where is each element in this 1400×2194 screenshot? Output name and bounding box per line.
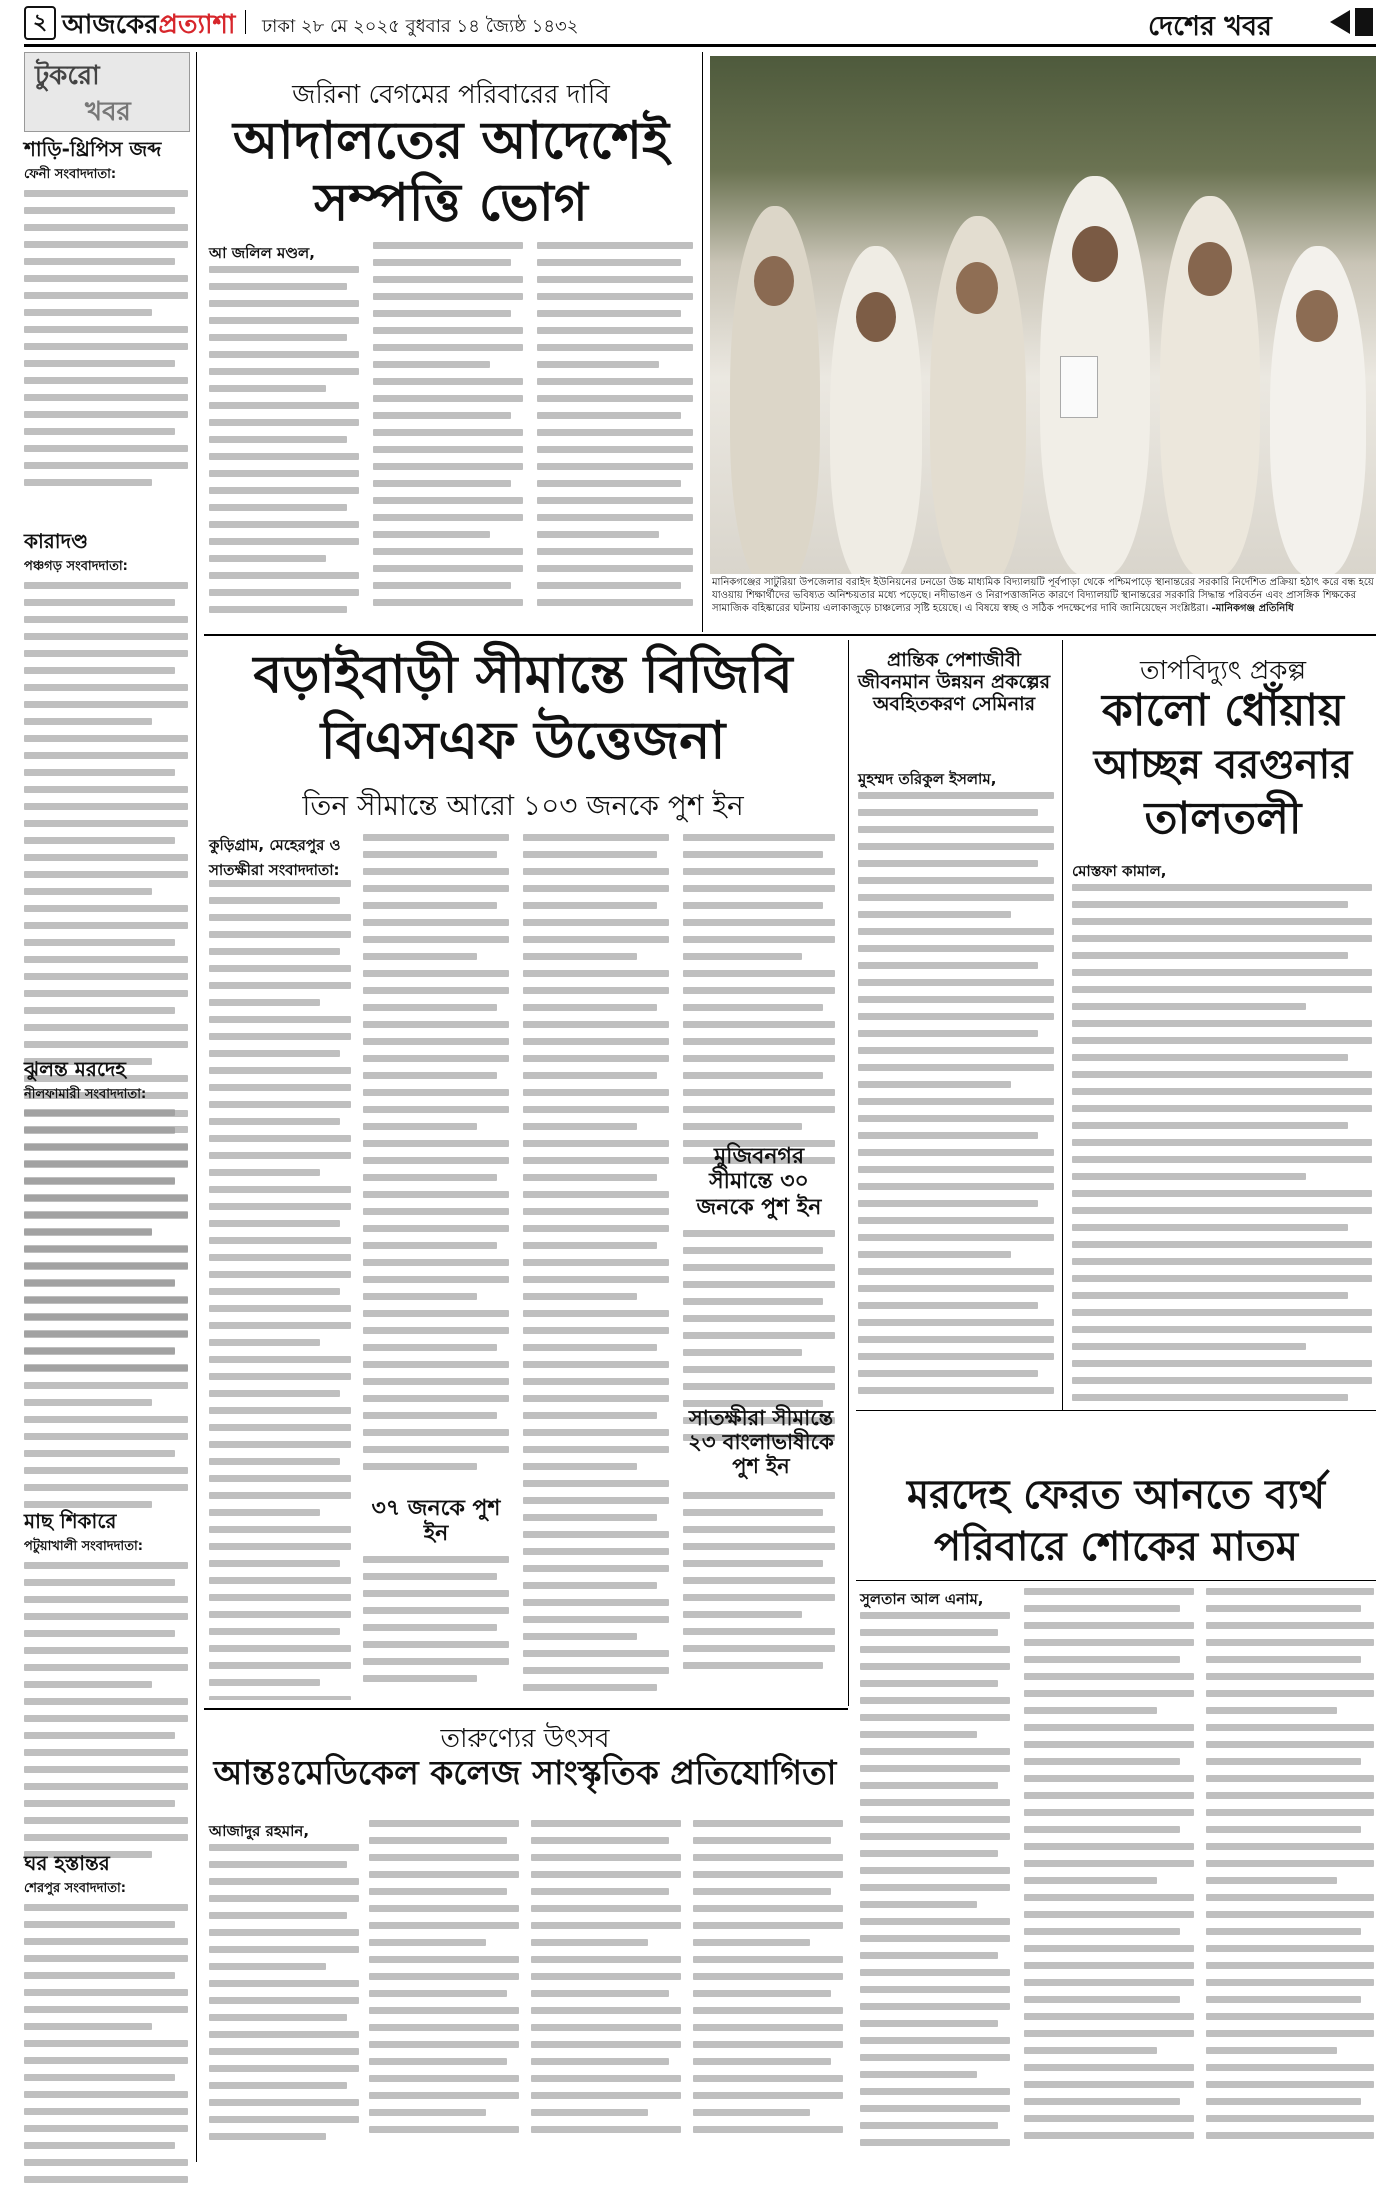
culture-body-col1 (209, 1844, 359, 2160)
inset-mujibnagar-2: সীমান্তে ৩০ (709, 1169, 809, 1195)
sidebar-item (24, 138, 188, 490)
inset-37-title-1: ৩৭ জনকে পুশ (371, 1496, 501, 1521)
seminar-byline: মুহম্মদ তরিকুল ইসলাম, (858, 770, 997, 788)
bodies-body-col2 (1024, 1588, 1194, 2162)
border-byline: কুড়িগ্রাম, মেহেরপুর ও সাতক্ষীরা সংবাদদাতা: (209, 836, 341, 879)
inset-mujibnagar-3: জনকে পুশ ইন (696, 1194, 822, 1220)
masthead-logo-part1: আজকের (62, 10, 159, 40)
seminar-headline: প্রান্তিক পেশাজীবী জীবনমান উন্নয়ন প্রকল্পের অবহিতকরণ সেমিনার (857, 649, 1051, 715)
sidebar-item-body (24, 1562, 188, 1882)
student-face (1072, 226, 1118, 282)
inset-mujibnagar (683, 1144, 835, 1220)
sidebar-item (24, 1058, 188, 1520)
border-body-col3 (523, 834, 669, 1700)
court-headline-1: আদালতের আদেশেই (233, 110, 669, 171)
border-body-col2b (363, 1556, 509, 1700)
section-marker (1355, 8, 1373, 36)
border-body-col4c (683, 1492, 835, 1700)
culture-body-col2 (369, 1820, 519, 2160)
bodies-headline-rule (856, 1580, 1376, 1581)
student-face (856, 292, 896, 342)
culture-body-col4 (693, 1820, 843, 2160)
border-body-col2 (363, 834, 509, 1484)
sidebar-item-body (24, 190, 188, 490)
bodies-byline: সুলতান আল এনাম, (860, 1590, 984, 1608)
student-face (1296, 290, 1338, 342)
student-face (754, 256, 794, 306)
sidebar-logo-line2: খবর (85, 97, 131, 127)
power-kicker: তাপবিদ্যুৎ প্রকল্প (1139, 656, 1307, 686)
page-number: ২ (24, 6, 56, 40)
top-rule (204, 634, 1376, 636)
border-body-col1 (209, 880, 351, 1700)
court-kicker: জরিনা বেগমের পরিবারের দাবি (292, 80, 610, 110)
sidebar-item-byline: শেরপুর সংবাদদাতা: (24, 1881, 126, 1896)
held-paper (1060, 356, 1098, 418)
photo-caption-credit: -মানিকগঞ্জ প্রতিনিধি (1211, 603, 1294, 614)
power-body (1072, 884, 1372, 1404)
power-headline-3: তালতলী (1144, 793, 1302, 844)
bodies-headline-1: মরদেহ ফেরত আনতে ব্যর্থ (907, 1471, 1325, 1518)
sidebar-item (24, 1510, 188, 1882)
bodies-headline-2: পরিবারে শোকের মাতম (934, 1523, 1298, 1570)
culture-headline: আন্তঃমেডিকেল কলেজ সাংস্কৃতিক প্রতিযোগিতা (213, 1753, 837, 1792)
inset-satkhira-1: সাতক্ষীরা সীমান্তে (688, 1406, 834, 1430)
court-body-col1 (209, 266, 359, 626)
student-face (1188, 242, 1232, 296)
court-byline: আ জলিল মণ্ডল, (209, 244, 315, 262)
section-name: দেশের খবর (1148, 11, 1272, 42)
sidebar-item-title: শাড়ি-থ্রিপিস জব্দ (24, 137, 162, 161)
masthead (0, 0, 1400, 44)
inset-37-title-2: ইন (423, 1521, 449, 1547)
power-story (1070, 640, 1376, 1410)
sidebar-logo (24, 52, 190, 132)
court-body-col2 (373, 242, 523, 626)
arrow-left-icon (1330, 10, 1350, 34)
court-body-col3 (537, 242, 693, 626)
photo-caption (712, 576, 1374, 630)
seminar-rule (1062, 640, 1063, 1410)
sidebar (24, 52, 188, 2162)
bodies-story-rule-top (856, 1410, 1376, 1411)
sidebar-item-title: মাছ শিকারে (24, 1509, 117, 1533)
culture-kicker: তারুণ্যের উৎসব (440, 1724, 610, 1754)
sidebar-logo-line1: টুকরো (35, 61, 100, 91)
photo-caption-text: মানিকগঞ্জের সাটুরিয়া উপজেলার বরাইদ ইউনিয়নের ঢনডো উচ্চ মাধ্যমিক বিদ্যালয়টি পূর্বপাড়া থেকে পশ্চিমপাড়ে স্থানান্তরের সরকারি নির্দেশিত প্রক্রিয়া হঠাৎ করে বন্ধ হয়ে যাওয়ায় শিক্ষার্থীদের ভবিষ্যত অনিশ্চয়তার মধ্যে পড়েছে। নদীভাঙন ও নিরাপত্তাজনিত কারণে বিদ্যালয়টি স্থানান্তরের সরকারি সিদ্ধান্ত পরিবর্তন এবং প্রাসঙ্গিক শিক্ষকের সামাজিক বহিষ্কারের ঘটনায় এলাকাজুড়ে চাঞ্চল্যের সৃষ্টি হয়েছে। এ বিষয়ে স্বচ্ছ ও সঠিক পদক্ষেপের দাবি জানিয়েছেন সংশ্লিষ্টরা। (712, 577, 1374, 614)
sidebar-item-byline: ফেনী সংবাদদাতা: (24, 167, 117, 182)
border-body-col4a (683, 834, 835, 1164)
power-byline: মোস্তফা কামাল, (1072, 862, 1167, 880)
masthead-divider (245, 10, 246, 34)
masthead-logo (62, 4, 235, 48)
sidebar-item-title: কারাদণ্ড (24, 529, 89, 553)
border-story (205, 640, 841, 1708)
sidebar-item-byline: নীলফামারী সংবাদদাতা: (24, 1087, 147, 1102)
student-face (956, 262, 998, 314)
inset-mujibnagar-1: মুজিবনগর (713, 1144, 805, 1169)
sidebar-item (24, 1852, 188, 2194)
inset-satkhira (683, 1406, 839, 1478)
sidebar-rule (196, 52, 197, 2162)
culture-rule-top (204, 1708, 848, 1710)
bodies-body-col3 (1206, 1588, 1374, 2162)
dateline: ঢাকা ২৮ মে ২০২৫ বুধবার ১৪ জ্যৈষ্ঠ ১৪৩২ (262, 16, 579, 37)
court-story-rule (702, 52, 703, 632)
power-headline-1: কালো ধোঁয়ায় (1102, 685, 1344, 736)
students-photo (710, 56, 1376, 574)
sidebar-item-body (24, 1110, 188, 1520)
sidebar-item-body (24, 1904, 188, 2194)
sidebar-item-title: ঝুলন্ত মরদেহ (24, 1057, 126, 1081)
masthead-rule (24, 44, 1376, 47)
inset-37-pushin (363, 1496, 509, 1550)
border-subhead: তিন সীমান্তে আরো ১০৩ জনকে পুশ ইন (302, 789, 744, 822)
sidebar-item-byline: পটুয়াখালী সংবাদদাতা: (24, 1539, 143, 1554)
seminar-body (858, 792, 1054, 1422)
bodies-body-col1 (860, 1612, 1010, 2162)
court-story (205, 52, 697, 632)
masthead-logo-part2: প্রত্যাশা (158, 10, 236, 40)
power-headline-2: আচ্ছন্ন বরগুনার (1093, 741, 1353, 788)
culture-byline: আজাদুর রহমান, (209, 1822, 310, 1840)
border-headline-2: বিএসএফ উত্তেজনা (320, 710, 726, 771)
court-headline-2: সম্পত্তি ভোগ (314, 172, 588, 233)
sidebar-item-title: ঘর হস্তান্তর (24, 1851, 110, 1875)
culture-body-col3 (531, 1820, 681, 2160)
culture-story (205, 1712, 845, 2162)
sidebar-item-byline: পঞ্চগড় সংবাদদাতা: (24, 559, 128, 574)
border-story-rule (848, 640, 849, 1706)
inset-satkhira-2: ২৩ বাংলাভাষীকে (688, 1430, 834, 1455)
border-headline-1: বড়াইবাড়ী সীমান্তে বিজিবি (253, 644, 793, 705)
inset-satkhira-3: পুশ ইন (732, 1454, 790, 1479)
